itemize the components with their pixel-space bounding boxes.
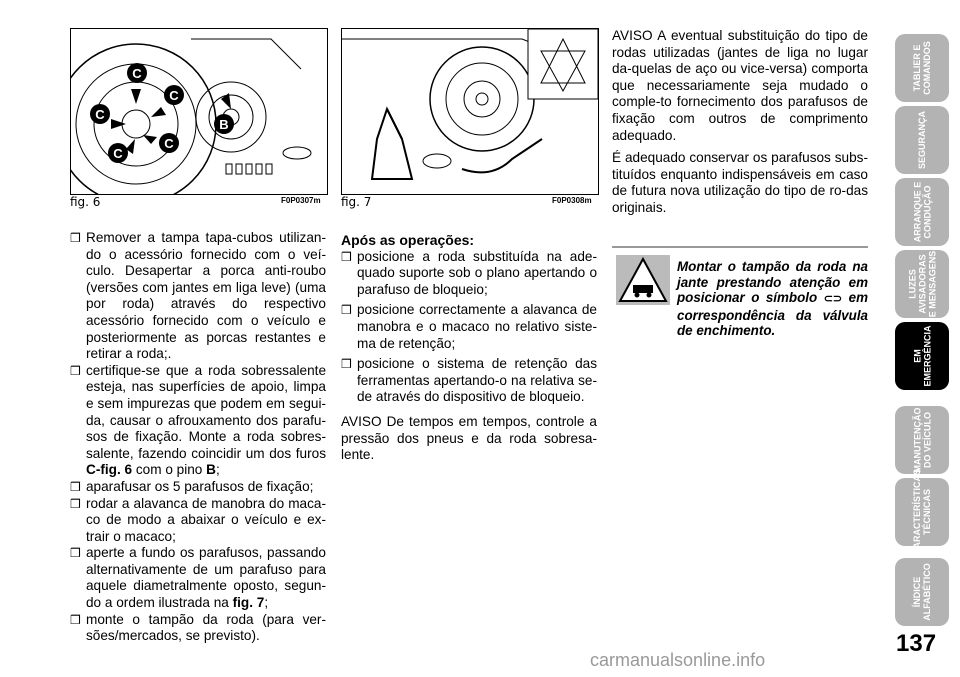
- figure-6: [70, 28, 328, 195]
- bullet-item: ❒ rodar a alavanca de manobra do maca-co de modo a abaixar o veículo e ex-trair o macaco;: [70, 495, 326, 544]
- checkbox-icon: ❒: [341, 357, 352, 372]
- callout-c-right: C: [169, 88, 179, 103]
- callout-b: B: [219, 117, 229, 132]
- warning-divider: [612, 246, 868, 248]
- bullet-item: ❒ certifique-se que a roda sobressalente esteja, nas superfícies de apoio, limpa e sem impurezas que podem em segui-da, causar o afrouxamento dos parafu-sos de fixação. Monte a roda sobres-salente, fazendo coincidir um dos furos C-fig. 6 com o pino B;: [70, 362, 326, 478]
- checkbox-icon: ❒: [70, 546, 81, 561]
- tab-indice-alfabetico[interactable]: ÍNDICE ALFABÉTICO: [895, 558, 949, 626]
- fig6-code: F0P0307m: [281, 196, 321, 205]
- bullet-item: ❒ aparafusar os 5 parafusos de fixação;: [70, 478, 314, 494]
- callout-c-left: C: [95, 107, 105, 122]
- checkbox-icon: ❒: [70, 612, 81, 627]
- tab-arranque-conducao[interactable]: ARRANQUE E CONDUÇÃO: [895, 178, 949, 246]
- jack-tools-illustration: [342, 29, 598, 194]
- figure-7: [341, 28, 599, 195]
- fig7-caption: fig. 7: [341, 195, 372, 209]
- tab-tablier-comandos[interactable]: TABLIER E COMANDOS: [895, 34, 949, 102]
- bullet-item: ❒ posicione correctamente a alavanca de manobra e o macaco no relativo siste-ma de retenção;: [341, 302, 597, 351]
- callout-c-top: C: [132, 66, 142, 81]
- tab-caracteristicas-tecnicas[interactable]: CARACTERÍSTICAS TÉCNICAS: [895, 478, 949, 546]
- tab-seguranca[interactable]: SEGURANÇA: [895, 106, 949, 174]
- section-heading: Após as operações:: [341, 232, 475, 248]
- page-number: 137: [896, 630, 937, 657]
- checkbox-icon: ❒: [341, 249, 352, 264]
- watermark: carmanualsonline.info: [590, 650, 766, 670]
- checkbox-icon: ❒: [70, 231, 81, 245]
- bullet-item: ❒ Remover a tampa tapa-cubos utilizan-do o acessório fornecido com o veí-culo. Desapertar a porca anti-roubo (versões com jantes em liga leve) (uma por roda) através do respectivo acessório fornecido com o veículo e posteriormente as porcas restantes e retirar a roda;.: [70, 230, 326, 362]
- bullet-item: ❒ posicione o sistema de retenção das ferramentas apertando-o na relativa se-de através do dispositivo de bloqueio.: [341, 356, 597, 405]
- fig6-caption: fig. 6: [70, 195, 101, 209]
- aviso-paragraph: AVISO De tempos em tempos, controle a pressão dos pneus e da roda sobresa-lente.: [341, 413, 597, 463]
- bullet-item: ❒ aperte a fundo os parafusos, passando alternativamente de um parafuso para aquele diametralmente oposto, segun-do a ordem ilustrada na fig. 7;: [70, 545, 326, 611]
- tab-em-emergencia[interactable]: EM EMERGÊNCIA: [895, 322, 949, 390]
- column-3: [612, 28, 868, 217]
- valve-symbol-icon: ⊂⊃: [823, 293, 843, 306]
- checkbox-icon: ❒: [70, 496, 81, 511]
- tab-luzes-avisadoras[interactable]: LUZES AVISADORAS E MENSAGENS: [895, 250, 949, 318]
- callout-c-lower-right: C: [164, 136, 174, 151]
- column-2: [341, 232, 597, 464]
- aviso-paragraph-2: É adequado conservar os parafusos subs-tituídos enquanto indispensáveis em caso de futura nova utilização do tipo de ro-das originais.: [612, 150, 868, 215]
- warning-text: Montar o tampão da roda na jante prestando atenção em posicionar o símbolo ⊂⊃ em correspondência da válvula de enchimento.: [677, 259, 868, 339]
- callout-layer: [71, 29, 327, 194]
- callout-c-bottom: C: [113, 146, 123, 161]
- checkbox-icon: ❒: [70, 363, 81, 378]
- checkbox-icon: ❒: [341, 303, 352, 318]
- aviso-paragraph-1: AVISO A eventual substituição do tipo de rodas utilizadas (jantes de liga no lugar da-quelas de aço ou vice-versa) comporta que necessariamente seja mudado o comple-to fornecimento dos parafusos de fixação com outros de comprimento adequado.: [612, 28, 868, 143]
- bullet-item: ❒ monte o tampão da roda (para ver-sões/mercados, se previsto).: [70, 611, 326, 644]
- tab-manutencao-veiculo[interactable]: MANUTENÇÃO DO VEÍCULO: [895, 406, 949, 474]
- checkbox-icon: ❒: [70, 479, 81, 494]
- column-1: [70, 230, 326, 645]
- bullet-item: ❒ posicione a roda substituída na ade-quado suporte sob o plano apertando o parafuso de bloqueio;: [341, 248, 597, 297]
- fig7-code: F0P0308m: [552, 196, 592, 205]
